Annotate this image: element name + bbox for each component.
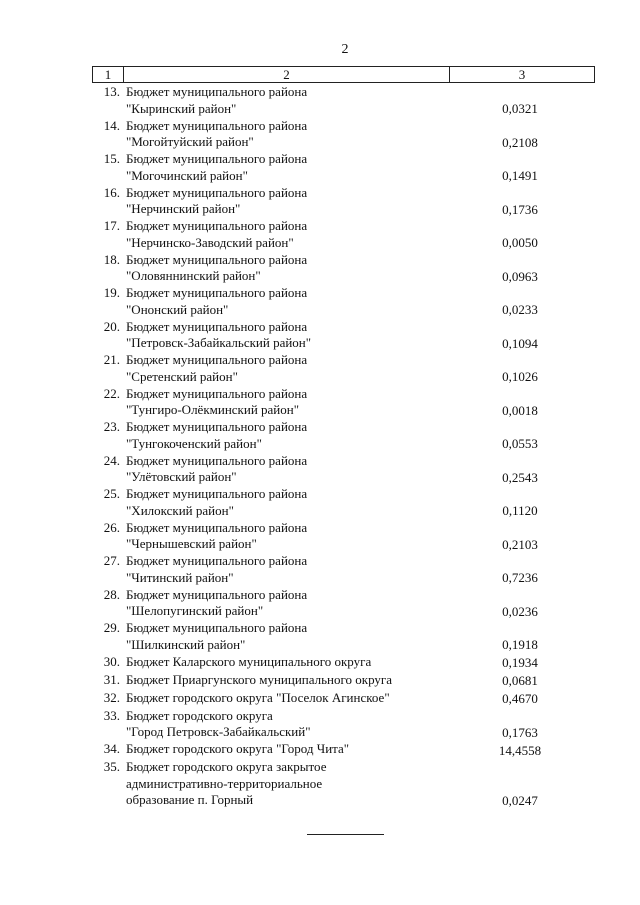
budget-share-value: 0,7236 bbox=[502, 570, 538, 585]
budget-name bbox=[126, 319, 456, 352]
budget-name-line: Бюджет городского округа закрытое bbox=[126, 759, 327, 774]
row-number: 22. bbox=[103, 385, 120, 401]
row-number: 24. bbox=[103, 452, 120, 468]
budget-name bbox=[126, 151, 456, 184]
row-number: 32. bbox=[103, 689, 120, 705]
budget-name bbox=[126, 185, 456, 218]
budget-name-line: образование п. Горный bbox=[126, 792, 254, 807]
budget-name bbox=[126, 654, 456, 671]
budget-name bbox=[126, 741, 456, 758]
budget-name-line: Бюджет муниципального района bbox=[126, 117, 308, 133]
budget-share-value: 0,1094 bbox=[502, 335, 538, 351]
budget-name-line: "Нерчинско-Заводский район" bbox=[126, 234, 294, 250]
row-number: 35. bbox=[103, 759, 120, 774]
budget-share-value: 0,2108 bbox=[502, 134, 538, 150]
table-row bbox=[0, 285, 640, 319]
header-col-3: 3 bbox=[518, 67, 526, 82]
budget-name bbox=[126, 352, 456, 385]
budget-name bbox=[126, 553, 456, 586]
table-row bbox=[0, 386, 640, 420]
budget-name-line: Бюджет муниципального района bbox=[126, 318, 308, 334]
budget-share-value: 0,2543 bbox=[502, 469, 538, 485]
table-row bbox=[0, 690, 640, 708]
row-number: 20. bbox=[103, 318, 120, 334]
budget-name-line: "Шелопугинский район" bbox=[126, 603, 264, 618]
budget-name bbox=[126, 587, 456, 620]
budget-name bbox=[126, 520, 456, 553]
row-number: 14. bbox=[103, 117, 120, 133]
budget-name bbox=[126, 285, 456, 318]
table-row bbox=[0, 587, 640, 621]
budget-name bbox=[126, 218, 456, 251]
row-number: 19. bbox=[103, 285, 120, 300]
budget-name-line: "Нерчинский район" bbox=[126, 201, 241, 216]
budget-name bbox=[126, 386, 456, 419]
table-row bbox=[0, 708, 640, 742]
budget-name-line: Бюджет муниципального района bbox=[126, 586, 308, 602]
table-row bbox=[0, 486, 640, 520]
budget-name-line: "Кыринский район" bbox=[126, 100, 237, 116]
table-row bbox=[0, 453, 640, 487]
budget-name bbox=[126, 84, 456, 117]
budget-name-line: "Могочинский район" bbox=[126, 167, 248, 183]
table-row bbox=[0, 620, 640, 654]
budget-name bbox=[126, 759, 456, 809]
budget-name bbox=[126, 453, 456, 486]
table-row bbox=[0, 151, 640, 185]
table-row bbox=[0, 252, 640, 286]
row-number: 13. bbox=[103, 84, 120, 99]
budget-name-line: Бюджет муниципального района bbox=[126, 519, 308, 535]
budget-share-value: 0,0050 bbox=[502, 235, 538, 250]
budget-share-value: 0,2103 bbox=[502, 536, 538, 552]
budget-name-line: "Сретенский район" bbox=[126, 368, 238, 384]
budget-name bbox=[126, 252, 456, 285]
budget-share-value: 0,4670 bbox=[502, 691, 538, 706]
row-number: 16. bbox=[103, 184, 120, 200]
budget-share-value: 0,0236 bbox=[502, 603, 538, 619]
budget-share-value: 0,0553 bbox=[502, 436, 538, 451]
table-row bbox=[0, 118, 640, 152]
budget-name-line: Бюджет городского округа "Поселок Агинское" bbox=[126, 689, 390, 705]
row-number: 23. bbox=[103, 419, 120, 434]
budget-name-line: "Оловяннинский район" bbox=[126, 268, 261, 283]
table-body bbox=[0, 84, 640, 809]
header-col-2: 2 bbox=[124, 67, 450, 82]
table-row bbox=[0, 520, 640, 554]
budget-share-value: 0,0681 bbox=[502, 673, 538, 688]
budget-name bbox=[126, 708, 456, 741]
budget-name-line: Бюджет Каларского муниципального округа bbox=[126, 653, 372, 669]
row-number: 27. bbox=[103, 553, 120, 568]
table-row bbox=[0, 759, 640, 809]
budget-name-line: Бюджет муниципального района bbox=[126, 486, 308, 501]
table-row bbox=[0, 185, 640, 219]
budget-name-line: Бюджет муниципального района bbox=[126, 84, 308, 99]
budget-name-line: "Петровск-Забайкальский район" bbox=[126, 335, 312, 350]
budget-name-line: "Город Петровск-Забайкальский" bbox=[126, 724, 311, 739]
budget-name-line: "Ононский район" bbox=[126, 301, 229, 317]
row-number: 17. bbox=[103, 218, 120, 233]
row-number: 18. bbox=[103, 251, 120, 267]
row-number: 15. bbox=[103, 151, 120, 166]
row-number: 28. bbox=[103, 586, 120, 602]
budget-name bbox=[126, 419, 456, 452]
budget-name-line: Бюджет муниципального района bbox=[126, 352, 308, 367]
budget-name-line: "Хилокский район" bbox=[126, 502, 234, 518]
budget-name-line: Бюджет муниципального района bbox=[126, 218, 308, 233]
budget-name bbox=[126, 118, 456, 151]
budget-name bbox=[126, 620, 456, 653]
budget-name-line: Бюджет муниципального района bbox=[126, 452, 308, 468]
budget-name-line: "Улётовский район" bbox=[126, 469, 237, 484]
row-number: 31. bbox=[103, 671, 120, 687]
budget-share-value: 0,1736 bbox=[502, 201, 538, 217]
row-number: 29. bbox=[103, 620, 120, 635]
table-row bbox=[0, 352, 640, 386]
row-number: 25. bbox=[103, 486, 120, 501]
budget-share-value: 0,1026 bbox=[502, 369, 538, 384]
row-number: 33. bbox=[103, 707, 120, 723]
budget-name-line: Бюджет городского округа bbox=[126, 707, 273, 723]
budget-name-line: Бюджет муниципального района bbox=[126, 151, 308, 166]
budget-name-line: Бюджет муниципального района bbox=[126, 251, 308, 267]
budget-name-line: "Читинский район" bbox=[126, 569, 234, 585]
row-number: 26. bbox=[103, 519, 120, 535]
table-row bbox=[0, 654, 640, 672]
budget-share-value: 0,0247 bbox=[502, 792, 538, 808]
budget-share-value: 0,1763 bbox=[502, 724, 538, 740]
budget-name-line: "Чернышевский район" bbox=[126, 536, 257, 551]
budget-name-line: Бюджет муниципального района bbox=[126, 419, 308, 434]
table-row bbox=[0, 218, 640, 252]
budget-share-value: 0,0321 bbox=[502, 101, 538, 116]
table-row bbox=[0, 553, 640, 587]
budget-name-line: "Шилкинский район" bbox=[126, 636, 246, 652]
budget-name-line: "Тунгиро-Олёкминский район" bbox=[126, 402, 300, 417]
budget-share-value: 0,0018 bbox=[502, 402, 538, 418]
budget-name-line: Бюджет муниципального района bbox=[126, 385, 308, 401]
page-number: 2 bbox=[341, 42, 349, 57]
header-col-1: 1 bbox=[93, 67, 124, 82]
row-number: 30. bbox=[103, 653, 120, 669]
budget-name-line: Бюджет муниципального района bbox=[126, 553, 308, 568]
budget-name bbox=[126, 486, 456, 519]
budget-name-line: административно-территориальное bbox=[126, 775, 323, 791]
budget-share-value: 14,4558 bbox=[498, 742, 542, 758]
row-number: 34. bbox=[103, 741, 120, 756]
budget-name-line: Бюджет муниципального района bbox=[126, 184, 308, 200]
budget-name-line: Бюджет Приаргунского муниципального округа bbox=[126, 671, 393, 687]
table-row bbox=[0, 672, 640, 690]
budget-name-line: "Могойтуйский район" bbox=[126, 134, 254, 149]
budget-share-value: 0,1918 bbox=[502, 637, 538, 652]
table-row bbox=[0, 84, 640, 118]
row-number: 21. bbox=[103, 352, 120, 367]
budget-name bbox=[126, 672, 456, 689]
table-row bbox=[0, 741, 640, 759]
budget-name-line: "Тунгокоченский район" bbox=[126, 435, 262, 451]
table-header bbox=[92, 66, 595, 83]
end-divider bbox=[307, 834, 384, 835]
budget-share-value: 0,1120 bbox=[502, 503, 538, 518]
budget-name-line: Бюджет муниципального района bbox=[126, 285, 308, 300]
table-row bbox=[0, 319, 640, 353]
table-row bbox=[0, 419, 640, 453]
budget-share-value: 0,1491 bbox=[502, 168, 538, 183]
budget-share-value: 0,1934 bbox=[502, 655, 538, 670]
budget-name bbox=[126, 690, 456, 707]
budget-name-line: Бюджет муниципального района bbox=[126, 620, 308, 635]
budget-share-value: 0,0233 bbox=[502, 302, 538, 317]
budget-name-line: Бюджет городского округа "Город Чита" bbox=[126, 741, 350, 756]
budget-share-value: 0,0963 bbox=[502, 268, 538, 284]
